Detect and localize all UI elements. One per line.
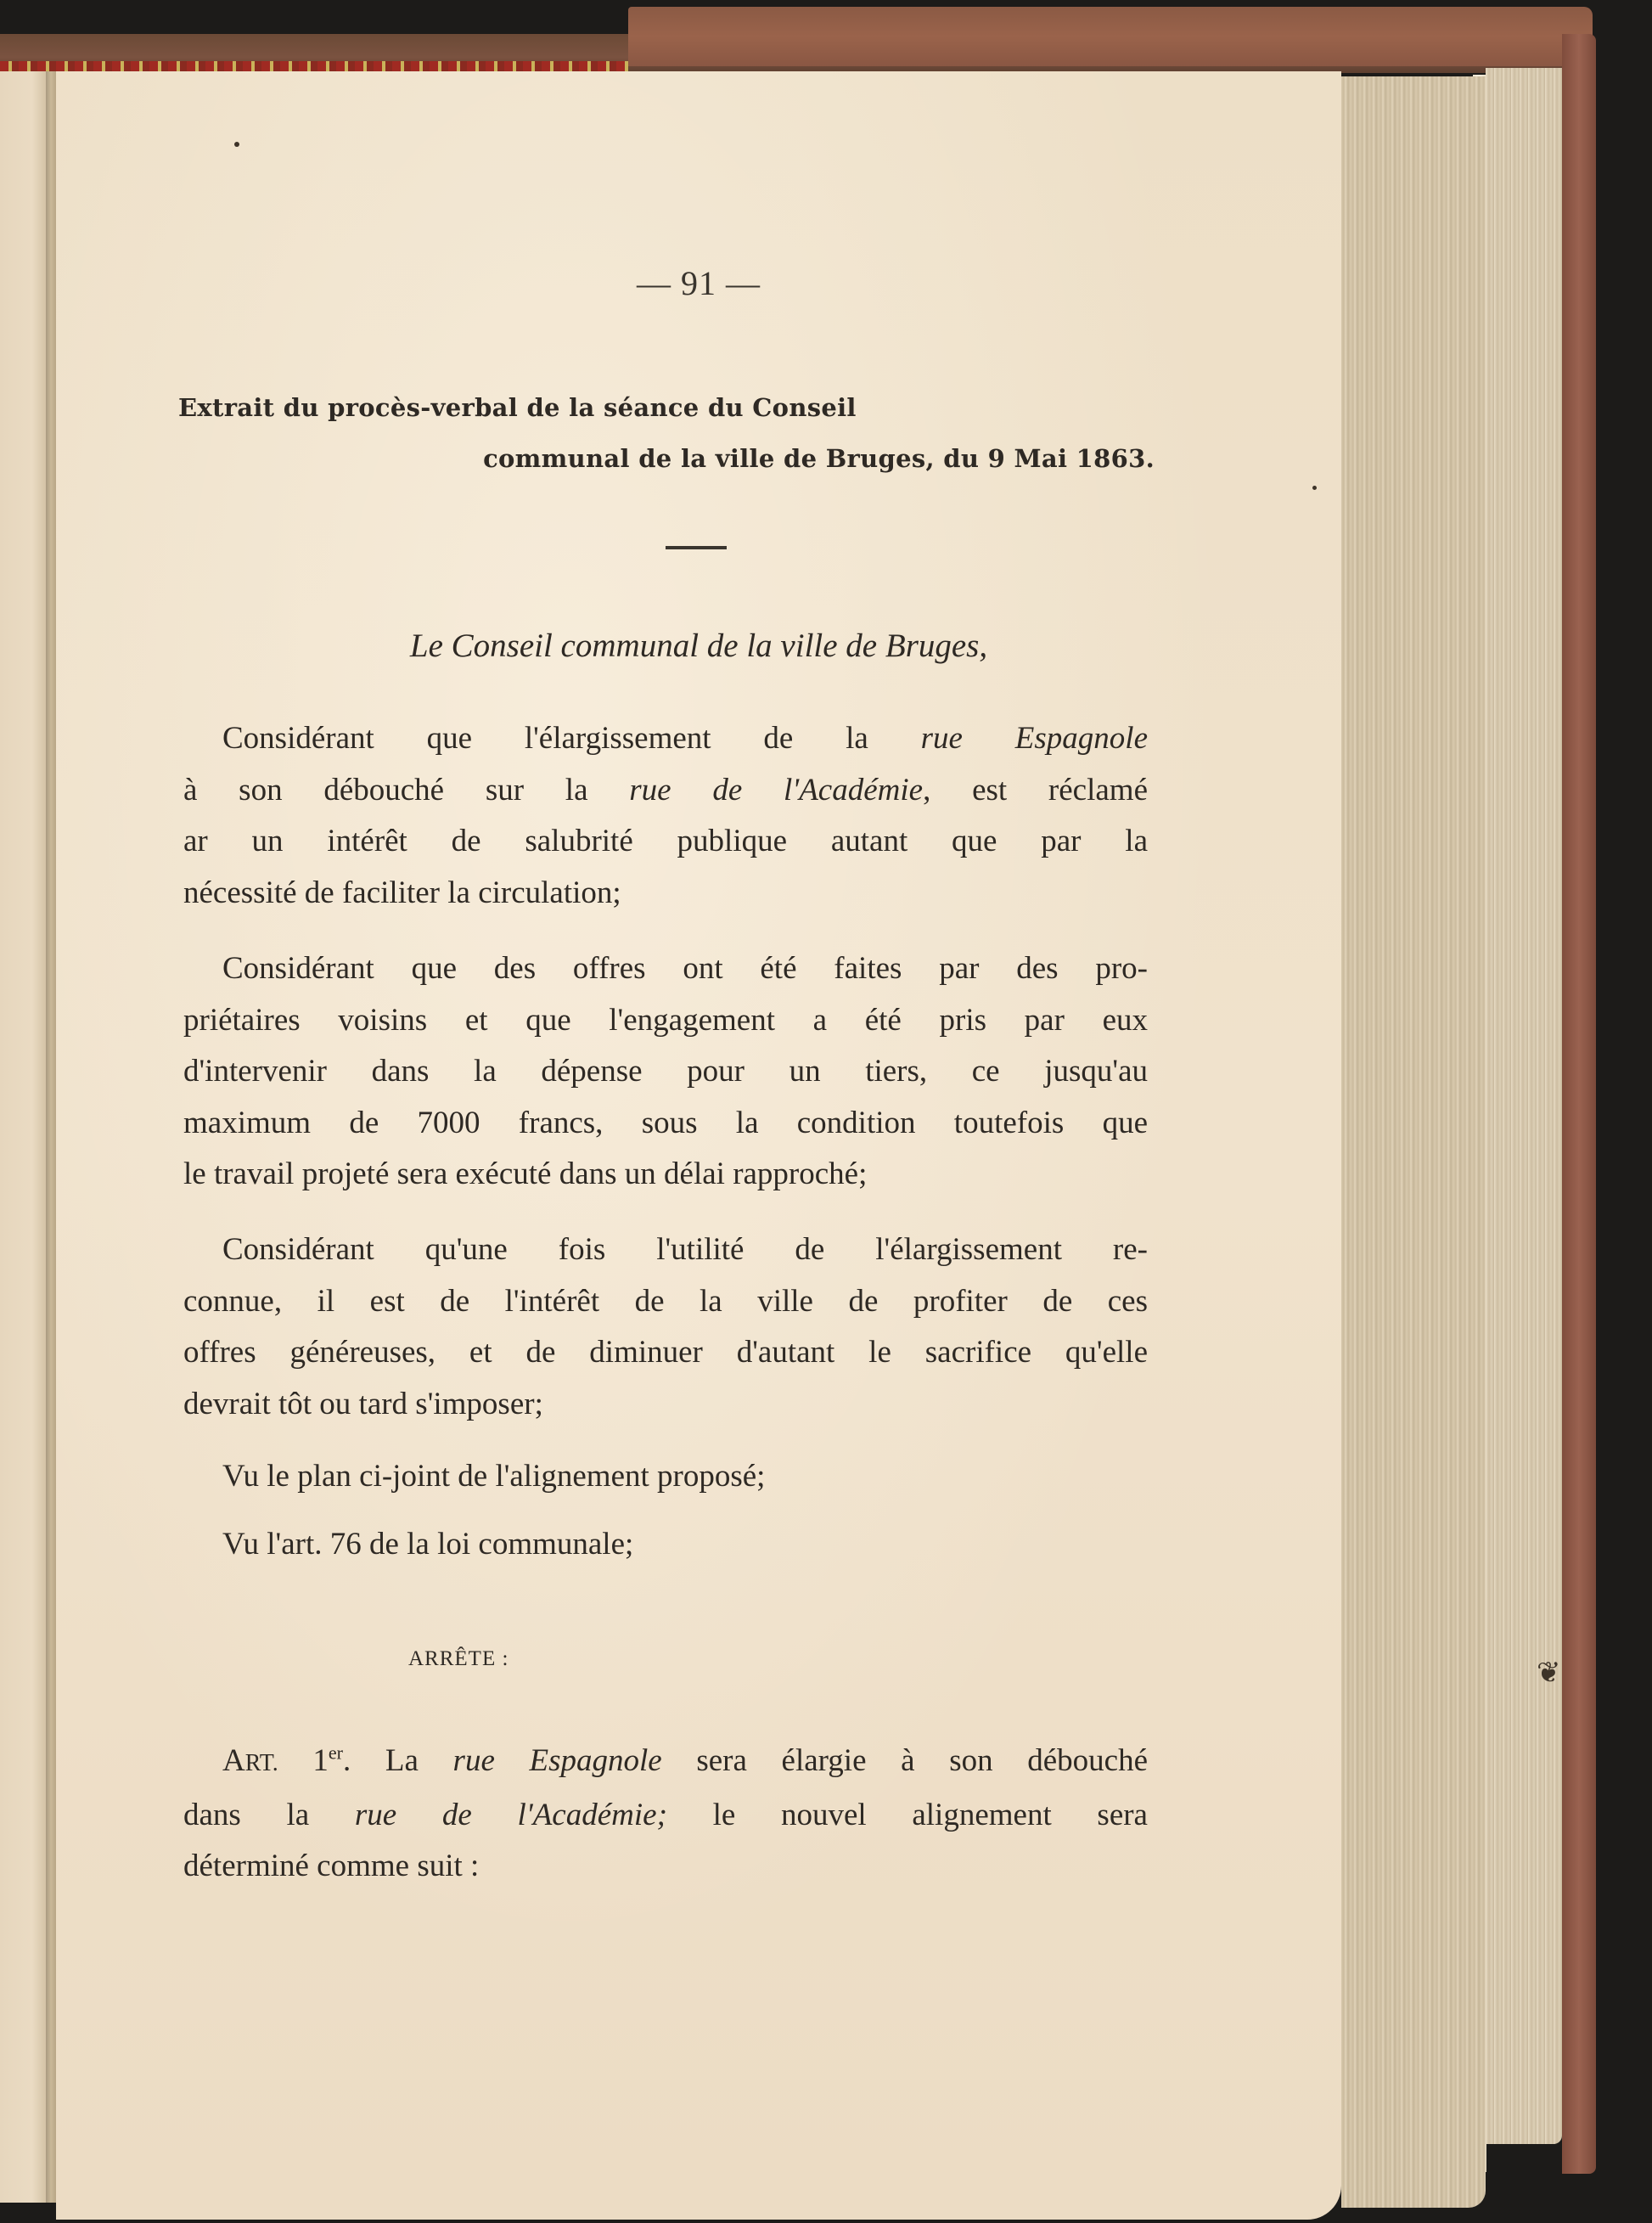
- vu-plan-line: Vu le plan ci-joint de l'alignement proposé;: [222, 1459, 766, 1494]
- paragraph-line: [183, 1149, 1148, 1201]
- heading-line-2: communal de la ville de Bruges, du 9 Mai 1863.: [483, 444, 1155, 473]
- article-1-line-2: [183, 1790, 1148, 1842]
- paragraph-line: [183, 1098, 1148, 1150]
- fore-edge-mark: ❦: [1537, 1657, 1561, 1689]
- article-text: sera élargie à son débouché: [661, 1743, 1148, 1778]
- paragraph-line: [183, 816, 1148, 868]
- paragraph-line: [183, 713, 1148, 765]
- article-text: le nouvel alignement sera: [666, 1797, 1148, 1832]
- book-page: [56, 71, 1341, 2220]
- paper-speck: [1312, 486, 1317, 490]
- book-cover-right: [1562, 34, 1596, 2174]
- paragraph-line: [183, 765, 1148, 817]
- paragraph-text: à son débouché sur la: [183, 772, 630, 808]
- page-number: — 91 —: [637, 264, 761, 302]
- book-gutter: [46, 71, 56, 2203]
- considerant-paragraph: [183, 713, 1148, 919]
- paragraph-line: [183, 1276, 1148, 1328]
- article-label-initial: A: [222, 1743, 245, 1778]
- paragraph-text: , est réclamé: [923, 772, 1148, 808]
- article-text: dans la: [183, 1797, 355, 1832]
- left-page-edge: [0, 71, 46, 2203]
- paragraph-line: [183, 1224, 1148, 1276]
- paragraph-text: priétaires voisins et que l'engagement a été pris par eux: [183, 1002, 1148, 1038]
- paragraph-text: Considérant qu'une fois l'utilité de l'élargissement re-: [222, 1232, 1148, 1267]
- considerant-paragraph: [183, 1224, 1148, 1430]
- paragraph-text: maximum de 7000 francs, sous la condition toutefois que: [183, 1105, 1148, 1140]
- street-name-italic: rue de l'Académie: [629, 772, 924, 808]
- paragraph-line: [183, 868, 1148, 920]
- paragraph-text: ar un intérêt de salubrité publique autant que par la: [183, 824, 1148, 858]
- paragraph-line: [183, 1046, 1148, 1098]
- paragraph-text: connue, il est de l'intérêt de la ville de profiter de ces: [183, 1283, 1148, 1319]
- street-name-italic: rue de l'Académie;: [354, 1797, 667, 1832]
- street-name-italic: rue Espagnole: [920, 721, 1148, 756]
- page-fore-edge: [1341, 76, 1486, 2208]
- paragraph-text: offres généreuses, et de diminuer d'autant le sacrifice qu'elle: [183, 1335, 1148, 1370]
- paper-speck: [234, 142, 239, 147]
- article-number: 1: [312, 1743, 329, 1778]
- article-text: . La: [343, 1743, 453, 1778]
- paragraph-line: [183, 1327, 1148, 1379]
- heading-line-1: Extrait du procès-verbal de la séance du Conseil: [178, 393, 857, 422]
- street-name-italic: rue Espagnole: [452, 1743, 662, 1778]
- article-1-line-3: déterminé comme suit :: [183, 1849, 480, 1883]
- paragraph-text: devrait tôt ou tard s'imposer;: [183, 1386, 543, 1421]
- book-headband: [0, 61, 628, 71]
- document-heading: [178, 382, 1155, 484]
- paragraph-text: d'intervenir dans la dépense pour un tiers, ce jusqu'au: [183, 1054, 1148, 1089]
- paragraph-line: [183, 1379, 1148, 1431]
- separator-rule: [666, 546, 727, 549]
- considerant-paragraph: [183, 943, 1148, 1201]
- page-fore-edge-back: [1486, 68, 1562, 2144]
- paragraph-line: [183, 943, 1148, 995]
- article-label-rest: RT.: [244, 1750, 278, 1776]
- article-1: [183, 1736, 1148, 1893]
- paragraph-text: nécessité de faciliter la circulation;: [183, 875, 621, 910]
- paragraph-text: le travail projeté sera exécuté dans un délai rapproché;: [183, 1157, 868, 1191]
- book-cover-top-right: [628, 7, 1593, 66]
- council-title: Le Conseil communal de la ville de Bruges,: [409, 628, 988, 664]
- arrete-label: ARRÊTE :: [408, 1647, 509, 1670]
- paragraph-text: Considérant que l'élargissement de la: [222, 721, 921, 756]
- article-superscript: er: [328, 1742, 343, 1764]
- vu-art-line: Vu l'art. 76 de la loi communale;: [222, 1527, 634, 1562]
- paragraph-line: [183, 995, 1148, 1047]
- paragraph-text: Considérant que des offres ont été faites par des pro-: [222, 951, 1148, 986]
- article-1-line-1: [183, 1736, 1148, 1790]
